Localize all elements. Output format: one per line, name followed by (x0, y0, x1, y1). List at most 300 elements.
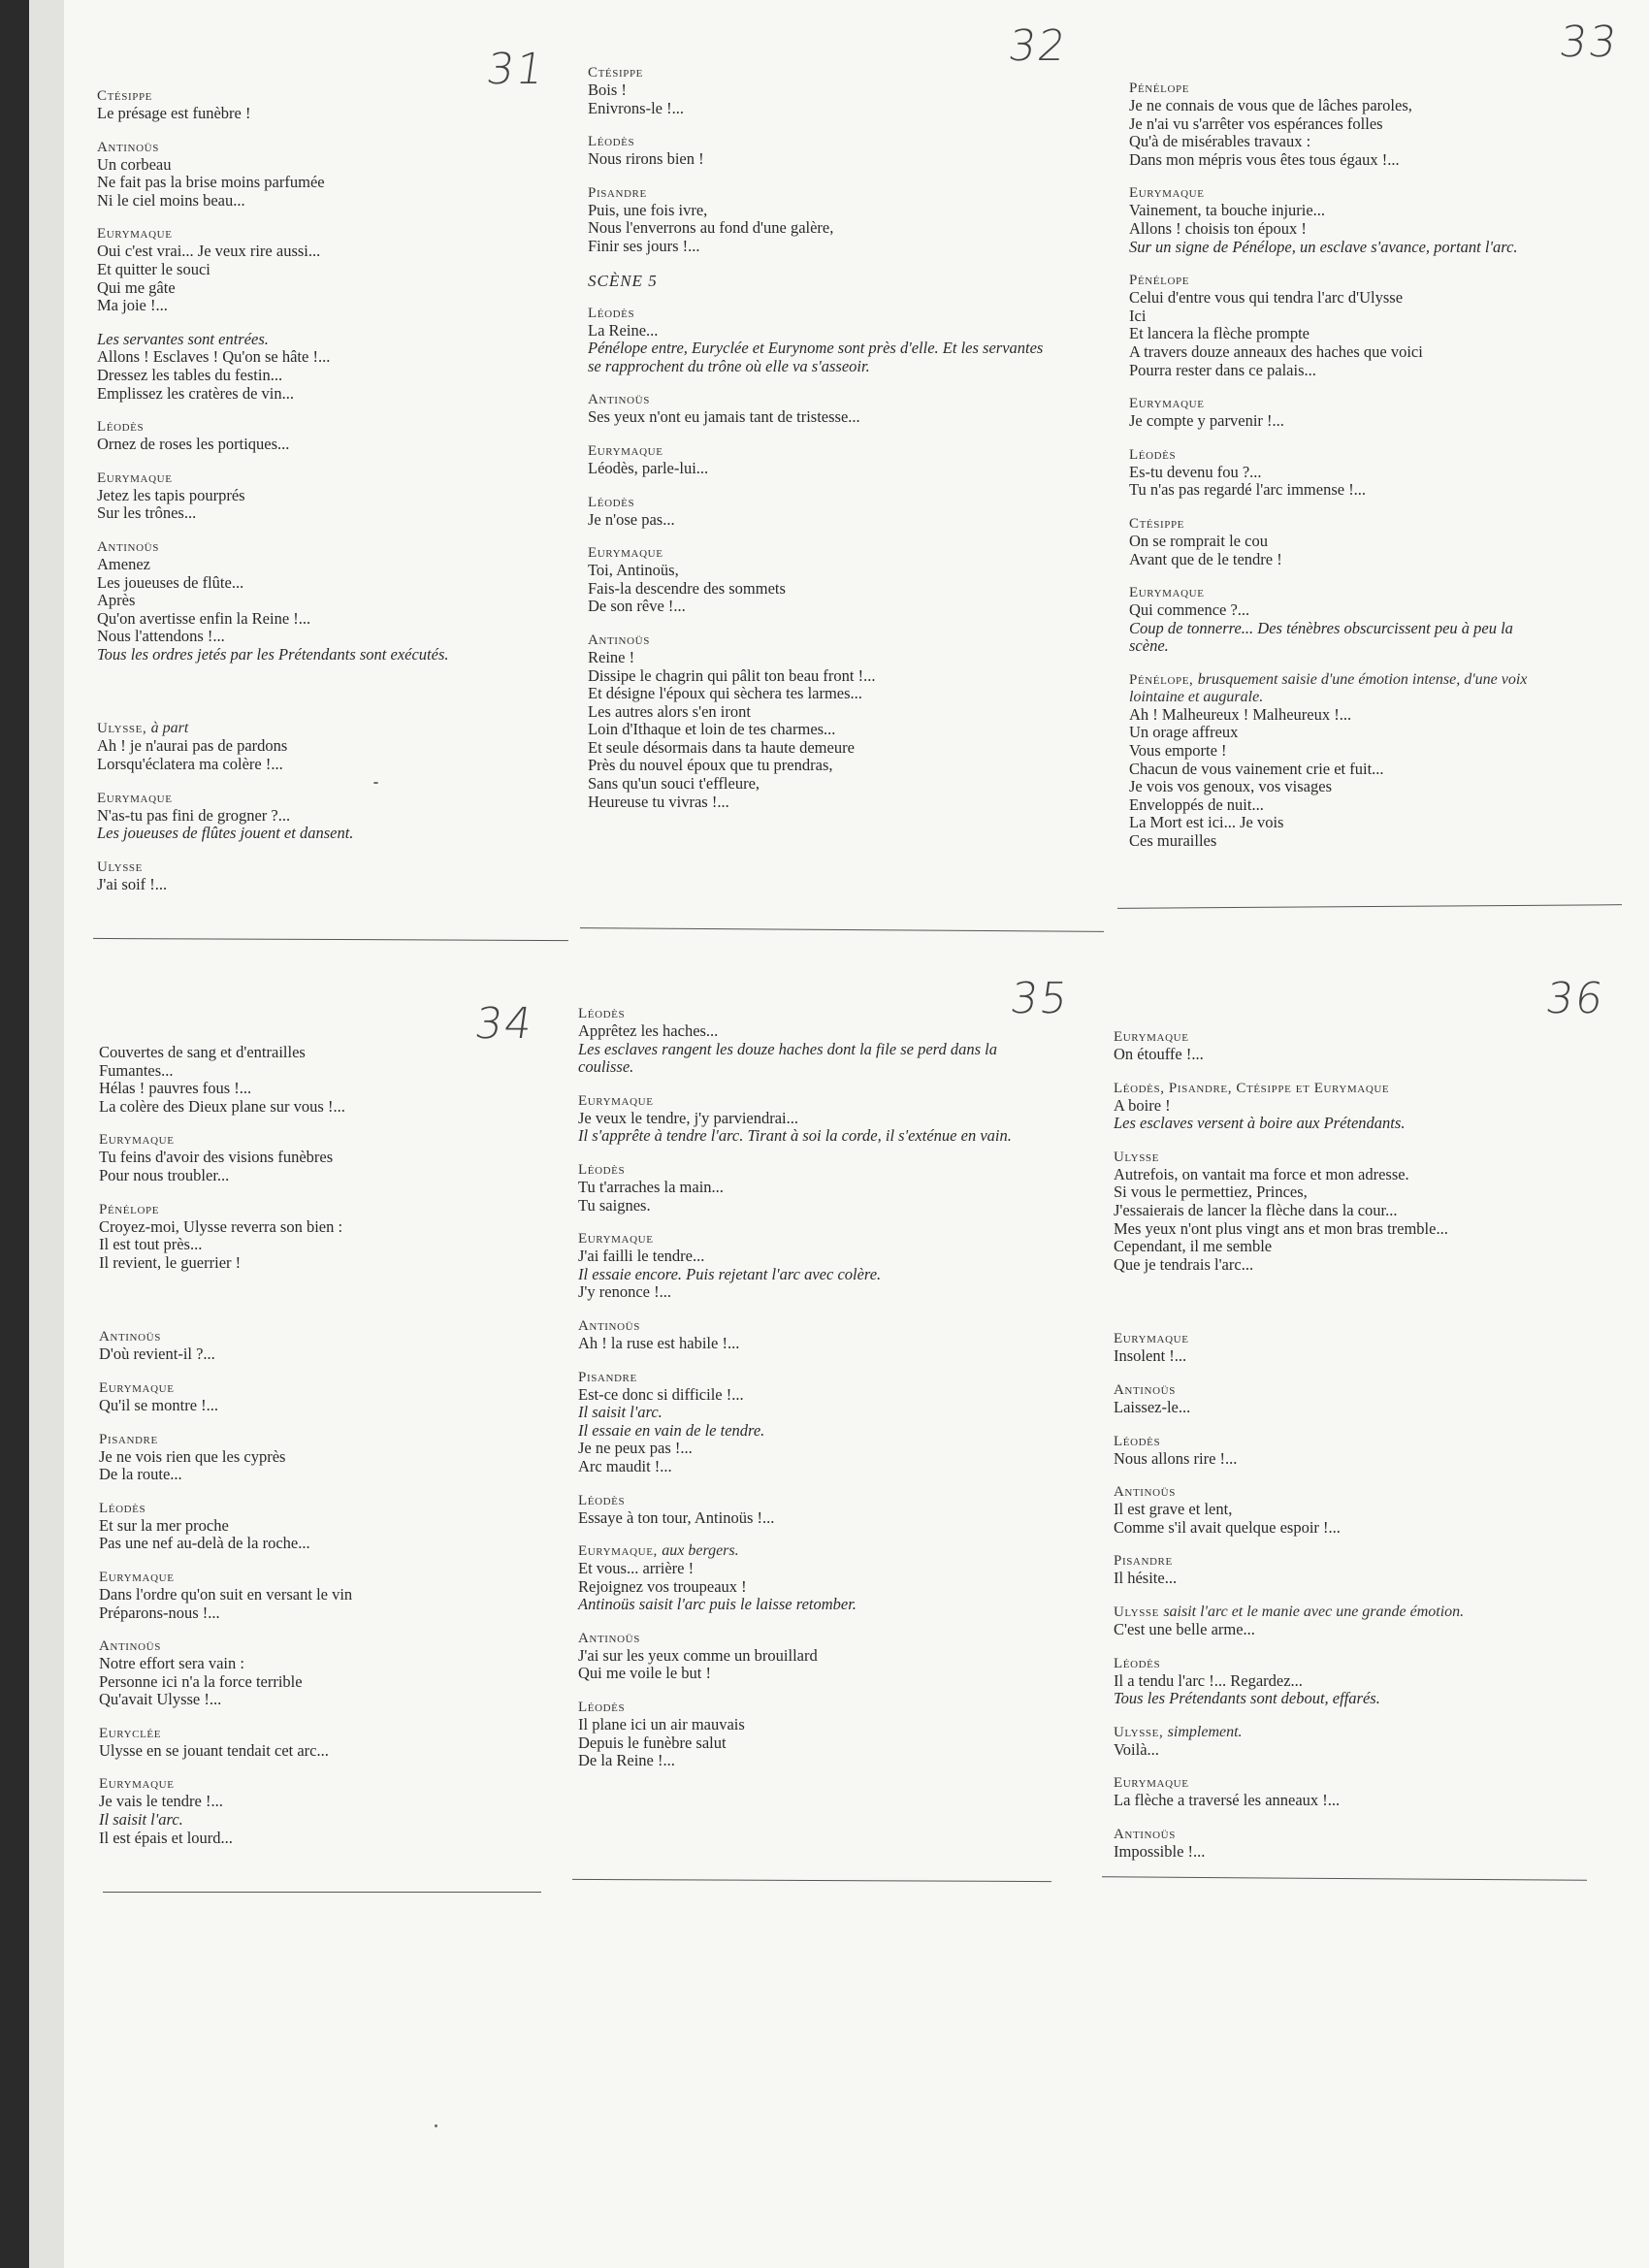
dialogue-line: Jetez les tapis pourprés (97, 485, 245, 504)
dialogue-line: Nous l'enverrons au fond d'une galère, (588, 218, 834, 238)
dialogue-line: Sur les trônes... (97, 503, 197, 523)
dialogue-line: Voilà... (1114, 1739, 1159, 1759)
dialogue-line: Et vous... arrière ! (578, 1559, 695, 1578)
dialogue-entry (1129, 184, 1546, 256)
dialogue-line: Et quitter le souci (97, 259, 210, 278)
speaker-label: Euryclée (99, 1725, 162, 1741)
stage-direction: Coup de tonnerre... Des ténèbres obscurcissent peu à peu la scène. (1129, 618, 1513, 656)
dialogue-line: Comme s'il avait quelque espoir !... (1114, 1517, 1341, 1537)
dialogue-line: Essaye à ton tour, Antinoüs !... (578, 1507, 775, 1527)
speaker-label: Antinoüs (99, 1329, 161, 1345)
dialogue-entry (99, 1131, 555, 1184)
speaker-label: Eurymaque (588, 442, 663, 459)
dialogue-line: Pas une nef au-delà de la roche... (99, 1534, 310, 1553)
dialogue-line: Heureuse tu vivras !... (588, 792, 729, 811)
speaker-name (1114, 1552, 1550, 1570)
dialogue-line: Il revient, le guerrier ! (99, 1252, 242, 1272)
dialogue-line: De son rêve !... (588, 597, 686, 616)
dialogue-entry (578, 1630, 1044, 1683)
dialogue-line: Je compte y parvenir !... (1129, 411, 1284, 431)
speaker-label: Léodès (588, 494, 635, 510)
dialogue-line: D'où revient-il ?... (99, 1345, 215, 1364)
speaker-name (97, 225, 563, 243)
dialogue-line: Autrefois, on vantait ma force et mon adresse. (1114, 1164, 1409, 1183)
dialogue-line: Impossible !... (1114, 1841, 1206, 1861)
speaker-name (578, 1230, 1044, 1247)
dialogue-line: Qu'on avertisse enfin la Reine !... (97, 608, 311, 628)
dialogue-line: Je ne peux pas !... (578, 1439, 693, 1458)
dialogue-line: Et sur la mer proche (99, 1515, 229, 1535)
speaker-name (588, 494, 1053, 511)
speaker-name (578, 1699, 1044, 1716)
dialogue-entry (588, 544, 1053, 616)
dialogue-line: Nous l'attendons !... (97, 627, 225, 646)
page-34-text (99, 1044, 555, 1863)
dialogue-line: Que je tendrais l'arc... (1114, 1254, 1254, 1274)
speaker-label: Léodès (1114, 1433, 1161, 1449)
dialogue-line: Ces murailles (1129, 831, 1217, 851)
dialogue-entry (99, 1500, 555, 1553)
dialogue-line: Il plane ici un air mauvais (578, 1715, 745, 1734)
speaker-name (578, 1492, 1044, 1509)
dialogue-entry (588, 184, 1053, 256)
stage-direction: Pénélope entre, Euryclée et Eurynome sont près d'elle. Et les servantes se rapprochent du trône où elle va s'asseoir. (588, 339, 1044, 375)
dialogue-entry (99, 1569, 555, 1622)
stage-direction: Les esclaves versent à boire aux Prétendants. (1114, 1114, 1406, 1133)
page-number-34: 34 (471, 999, 537, 1049)
speaker-name (1114, 1774, 1550, 1792)
dialogue-entry (1114, 1724, 1550, 1760)
speaker-name (97, 418, 563, 436)
speaker-name (578, 1161, 1044, 1179)
speaker-name (588, 133, 1053, 150)
dialogue-line: J'ai sur les yeux comme un brouillard (578, 1645, 818, 1665)
speaker-label: Eurymaque (1129, 585, 1205, 601)
dialogue-line: Couvertes de sang et d'entrailles (99, 1043, 306, 1061)
speaker-label: Ctésippe (97, 88, 152, 104)
dialogue-line: Chacun de vous vainement crie et fuit... (1129, 759, 1384, 778)
page-35-text (578, 1005, 1044, 1786)
page-number-36: 36 (1542, 974, 1608, 1023)
dialogue-entry (1114, 1381, 1550, 1417)
dialogue-line: Ici (1129, 306, 1147, 325)
dialogue-entry (97, 418, 563, 454)
dialogue-line: Tu saignes. (578, 1195, 651, 1215)
dialogue-entry (588, 391, 1053, 427)
dialogue-entry (97, 859, 563, 894)
dialogue-entry (1114, 1149, 1550, 1275)
speaker-name (99, 1131, 555, 1149)
dialogue-line: Allons ! choisis ton époux ! (1129, 218, 1307, 238)
dialogue-line: J'ai failli le tendre... (578, 1247, 705, 1266)
dialogue-entry (99, 1328, 555, 1364)
dialogue-entry (578, 1317, 1044, 1353)
dialogue-line: Mes yeux n'ont plus vingt ans et mon bras tremble... (1114, 1218, 1448, 1238)
speaker-name (99, 1569, 555, 1586)
dialogue-line: Depuis le funèbre salut (578, 1733, 727, 1752)
speaker-name (99, 1328, 555, 1345)
page-number-32: 32 (1005, 21, 1071, 71)
speaker-label: Léodès (578, 1492, 626, 1508)
dialogue-line: Fumantes... (99, 1060, 174, 1080)
dialogue-line: Je veux le tendre, j'y parviendrai... (578, 1108, 799, 1127)
page-33-text (1129, 80, 1546, 866)
speaker-label: Eurymaque (1114, 1331, 1189, 1347)
dialogue-line: Je ne vois rien que les cyprès (99, 1446, 286, 1466)
dialogue-line: Personne ici n'a la force terrible (99, 1671, 303, 1691)
dialogue-entry (1129, 671, 1546, 851)
dialogue-line: Es-tu devenu fou ?... (1129, 462, 1262, 481)
speaker-name (1129, 272, 1546, 289)
dialogue-entry (1129, 80, 1546, 169)
dialogue-line: La flèche a traversé les anneaux !... (1114, 1791, 1341, 1810)
speaker-name (1129, 515, 1546, 533)
speaker-name (588, 184, 1053, 202)
dialogue-entry (1114, 1604, 1550, 1639)
speaker-label: Léodès (99, 1500, 146, 1516)
dialogue-entry (1114, 1330, 1550, 1366)
dialogue-line: Léodès, parle-lui... (588, 458, 709, 477)
dialogue-line: Ulysse en se jouant tendait cet arc... (99, 1740, 329, 1760)
dialogue-entry (97, 225, 563, 314)
dialogue-line: Dressez les tables du festin... (97, 365, 283, 384)
dialogue-line: On se romprait le cou (1129, 531, 1268, 550)
dialogue-entry (588, 632, 1053, 811)
dialogue-line: Tu t'arraches la main... (578, 1177, 724, 1196)
dialogue-line: N'as-tu pas fini de grogner ?... (97, 805, 291, 825)
speaker-name (1129, 184, 1546, 202)
dialogue-line: On étouffe !... (1114, 1045, 1204, 1063)
dialogue-line: Il est épais et lourd... (99, 1828, 233, 1847)
speaker-label: Ulysse (1114, 1149, 1159, 1165)
dialogue-line: Cependant, il me semble (1114, 1237, 1273, 1256)
dialogue-entry (588, 442, 1053, 478)
dialogue-line: Sans qu'un souci t'effleure, (588, 774, 760, 794)
dialogue-line: Toi, Antinoüs, (588, 561, 679, 580)
page-number-33: 33 (1556, 17, 1622, 67)
speaker-name (99, 1379, 555, 1397)
speaker-label: Eurymaque (99, 1569, 175, 1585)
binding-edge (0, 0, 29, 2268)
speaker-label: Pisandre (99, 1431, 158, 1447)
dialogue-line: Emplissez les cratères de vin... (97, 383, 294, 403)
speaker-label: Eurymaque (588, 545, 663, 562)
dialogue-line: Après (97, 591, 136, 610)
speaker-label: Eurymaque (1114, 1029, 1189, 1045)
dialogue-line: Ornez de roses les portiques... (97, 435, 290, 454)
dialogue-entry (99, 1044, 555, 1116)
speaker-label: Pénélope, (1129, 671, 1194, 688)
speaker-name (1114, 1483, 1550, 1501)
speaker-name (97, 790, 563, 807)
speaker-label: Léodès (588, 134, 635, 150)
stage-direction: Antinoüs saisit l'arc puis le laisse retomber. (578, 1595, 857, 1614)
speaker-label: Eurymaque (1114, 1775, 1189, 1792)
speaker-name (97, 139, 563, 156)
dialogue-line: Qui commence ?... (1129, 600, 1250, 620)
speaker-label: Ulysse, (97, 721, 147, 737)
dialogue-entry (99, 1637, 555, 1709)
speaker-label: Léodès (1129, 446, 1177, 463)
dialogue-line: Allons ! Esclaves ! Qu'on se hâte !... (97, 347, 331, 367)
dialogue-line: La colère des Dieux plane sur vous !... (99, 1096, 345, 1116)
speaker-note: saisit l'arc et le manie avec une grande émotion. (1163, 1603, 1465, 1620)
dialogue-line: Fais-la descendre des sommets (588, 578, 786, 598)
speaker-name (99, 1201, 555, 1218)
dialogue-line: Je n'ose pas... (588, 509, 675, 529)
speaker-note: simplement. (1167, 1723, 1243, 1740)
dialogue-entry (578, 1542, 1044, 1614)
dialogue-line: Loin d'Ithaque et loin de tes charmes... (588, 720, 836, 739)
dialogue-entry (578, 1161, 1044, 1215)
speaker-label: Ctésippe (1129, 515, 1184, 532)
speaker-name (99, 1500, 555, 1517)
speaker-name (99, 1725, 555, 1742)
speaker-name (1129, 446, 1546, 464)
speaker-name (1114, 1080, 1550, 1097)
speaker-name (97, 470, 563, 487)
dialogue-line: Apprêtez les haches... (578, 1021, 719, 1040)
dialogue-line: Reine ! (588, 647, 635, 666)
dialogue-entry (1114, 1080, 1550, 1133)
dialogue-line: Est-ce donc si difficile !... (578, 1384, 744, 1404)
speaker-name (1129, 80, 1546, 97)
speaker-label: Pisandre (1114, 1553, 1173, 1570)
dialogue-entry (97, 720, 563, 773)
dialogue-line: Finir ses jours !... (588, 236, 700, 255)
page-32-text (588, 64, 1053, 826)
dialogue-line: Laissez-le... (1114, 1397, 1191, 1416)
dialogue-entry (1129, 272, 1546, 379)
speaker-label: Antinoüs (1114, 1381, 1176, 1398)
dialogue-entry (99, 1431, 555, 1484)
dialogue-line: Celui d'entre vous qui tendra l'arc d'Ulysse (1129, 288, 1404, 308)
speaker-note: brusquement saisie d'une émotion intense, d'une voix lointaine et augurale. (1129, 670, 1528, 705)
dialogue-line: Hélas ! pauvres fous !... (99, 1079, 252, 1098)
dialogue-line: Ses yeux n'ont eu jamais tant de tristesse... (588, 407, 860, 427)
dialogue-line: Croyez-moi, Ulysse reverra son bien : (99, 1216, 343, 1236)
speaker-label: Eurymaque (99, 1132, 175, 1149)
speaker-label: Eurymaque (1129, 396, 1205, 412)
dialogue-line: Les autres alors s'en iront (588, 701, 751, 721)
speaker-name (588, 64, 1053, 81)
speaker-label: Eurymaque (97, 790, 173, 806)
speaker-label: Eurymaque (578, 1231, 654, 1247)
dialogue-line: Qui me voile le but ! (578, 1664, 712, 1683)
dialogue-line: Ah ! je n'aurai pas de pardons (97, 736, 288, 756)
speaker-name (97, 859, 563, 876)
dialogue-entry (97, 790, 563, 843)
dialogue-line: De la Reine !... (578, 1751, 675, 1770)
dialogue-line: Le présage est funèbre ! (97, 104, 251, 122)
dialogue-line: Pour nous troubler... (99, 1165, 230, 1184)
dialogue-entry (97, 87, 563, 123)
dialogue-entry (1114, 1483, 1550, 1537)
dialogue-line: J'ai soif !... (97, 874, 168, 893)
dialogue-line: Tu n'as pas regardé l'arc immense !... (1129, 480, 1367, 500)
speaker-label: Eurymaque (578, 1092, 654, 1109)
speaker-label: Pisandre (578, 1369, 637, 1385)
speaker-name (97, 538, 563, 556)
dialogue-line: Qu'il se montre !... (99, 1395, 219, 1414)
dialogue-line: Préparons-nous !... (99, 1603, 220, 1622)
dialogue-line: Avant que de le tendre ! (1129, 549, 1282, 568)
dialogue-entry (1129, 584, 1546, 656)
dialogue-line: Nous allons rire !... (1114, 1448, 1238, 1468)
dialogue-line: Arc maudit !... (578, 1456, 672, 1475)
page-31-text (97, 87, 563, 909)
stage-direction: Tous les ordres jetés par les Prétendants sont exécutés. (97, 644, 449, 664)
dialogue-line: Je ne connais de vous que de lâches paroles, (1129, 96, 1412, 114)
page-number-31: 31 (483, 45, 549, 94)
dialogue-entry (1114, 1655, 1550, 1708)
dialogue-line: Bois ! (588, 81, 627, 99)
speaker-label: Ulysse, (1114, 1724, 1164, 1740)
speaker-name (99, 1431, 555, 1448)
speaker-name (588, 632, 1053, 649)
speaker-name (1114, 1655, 1550, 1672)
speaker-label: Antinoüs (1114, 1826, 1176, 1842)
stage-direction: Les esclaves rangent les douze haches dont la file se perd dans la coulisse. (578, 1039, 997, 1077)
dialogue-line: Ni le ciel moins beau... (97, 190, 245, 210)
speaker-name (578, 1092, 1044, 1110)
speaker-label: Eurymaque (97, 226, 173, 243)
dialogue-line: Rejoignez vos troupeaux ! (578, 1576, 747, 1596)
dialogue-line: Si vous le permettiez, Princes, (1114, 1183, 1308, 1202)
speaker-name (1129, 671, 1546, 706)
dialogue-line: Ah ! Malheureux ! Malheureux !... (1129, 704, 1352, 724)
dialogue-entry (97, 139, 563, 211)
speaker-label: Léodès (578, 1161, 626, 1178)
speaker-name (1129, 584, 1546, 601)
dialogue-line: Notre effort sera vain : (99, 1654, 244, 1673)
dialogue-line: Tu feins d'avoir des visions funèbres (99, 1148, 334, 1167)
dialogue-line: C'est une belle arme... (1114, 1619, 1255, 1638)
speaker-note: aux bergers. (662, 1542, 739, 1560)
speaker-name (578, 1542, 1044, 1560)
stage-direction: Il saisit l'arc. (99, 1810, 183, 1830)
page-number-35: 35 (1007, 974, 1073, 1023)
speaker-name (1114, 1826, 1550, 1843)
dialogue-entry (578, 1699, 1044, 1770)
dialogue-line: Pourra rester dans ce palais... (1129, 360, 1316, 379)
dialogue-line: Ma joie !... (97, 296, 168, 315)
dialogue-line: Et lancera la flèche prompte (1129, 324, 1310, 343)
dialogue-entry (97, 470, 563, 523)
dialogue-entry (1114, 1774, 1550, 1810)
dialogue-line: Il a tendu l'arc !... Regardez... (1114, 1670, 1303, 1690)
scene-heading: SCÈNE 5 (588, 271, 658, 290)
speaker-label: Pénélope (99, 1201, 160, 1217)
speaker-name (578, 1005, 1044, 1022)
dialogue-line: Oui c'est vrai... Je veux rire aussi... (97, 242, 321, 261)
dialogue-line: Un orage affreux (1129, 723, 1239, 742)
speaker-label: Léodès (97, 419, 145, 436)
dialogue-line: Nous rirons bien ! (588, 149, 704, 169)
stage-direction: Il essaie encore. Puis rejetant l'arc avec colère. (578, 1264, 882, 1283)
dialogue-line: Je vais le tendre !... (99, 1792, 223, 1811)
stage-direction: Sur un signe de Pénélope, un esclave s'avance, portant l'arc. (1129, 237, 1518, 256)
dialogue-entry (578, 1369, 1044, 1476)
dialogue-entry (1114, 1433, 1550, 1469)
speaker-label: Eurymaque (99, 1776, 175, 1793)
speaker-name (578, 1317, 1044, 1335)
dialogue-entry (1129, 395, 1546, 431)
dialogue-line: Il hésite... (1114, 1569, 1178, 1588)
speaker-name (588, 391, 1053, 408)
speaker-label: Léodès (1114, 1655, 1161, 1671)
speaker-label: Léodès, Pisandre, Ctésippe et Eurymaque (1114, 1080, 1390, 1096)
dialogue-entry (588, 494, 1053, 530)
scan-speck (373, 782, 378, 784)
dialogue-entry (99, 1201, 555, 1273)
dialogue-entry (588, 305, 1053, 376)
dialogue-entry (578, 1230, 1044, 1302)
dialogue-line: Dans l'ordre qu'on suit en versant le vin (99, 1584, 353, 1604)
speaker-name (97, 87, 563, 105)
speaker-label: Antinoüs (99, 1638, 161, 1655)
dialogue-line: Amenez (97, 554, 150, 573)
speaker-label: Pénélope (1129, 273, 1190, 289)
speaker-label: Antinoüs (578, 1317, 640, 1334)
speaker-name (1129, 395, 1546, 412)
dialogue-line: Dissipe le chagrin qui pâlit ton beau front !... (588, 665, 876, 685)
dialogue-entry (1114, 1552, 1550, 1588)
dialogue-line: Et désigne l'époux qui sèchera tes larmes... (588, 684, 862, 703)
speaker-label: Léodès (588, 305, 635, 321)
speaker-name (588, 305, 1053, 322)
page-34-bottom-rule (103, 1892, 541, 1893)
page-36-text (1114, 1028, 1550, 1876)
speaker-label: Antinoüs (578, 1630, 640, 1646)
speaker-label: Ulysse (97, 859, 143, 875)
dialogue-line: Il est grave et lent, (1114, 1500, 1233, 1519)
dialogue-line: Les joueuses de flûte... (97, 572, 244, 592)
dialogue-line: Vainement, ta bouche injurie... (1129, 201, 1326, 220)
dialogue-line: Dans mon mépris vous êtes tous égaux !... (1129, 149, 1400, 169)
speaker-name (578, 1369, 1044, 1386)
dialogue-line: Qui me gâte (97, 277, 176, 297)
dialogue-line: Je vois vos genoux, vos visages (1129, 777, 1332, 796)
dialogue-line: De la route... (99, 1465, 182, 1484)
speaker-label: Antinoüs (588, 392, 650, 408)
dialogue-entry (578, 1005, 1044, 1077)
dialogue-entry (99, 1379, 555, 1415)
dialogue-line: Lorsqu'éclatera ma colère !... (97, 755, 283, 774)
speaker-label: Pisandre (588, 184, 647, 201)
speaker-name (588, 442, 1053, 460)
dialogue-line: Enivrons-le !... (588, 98, 684, 117)
speaker-name (1114, 1028, 1550, 1046)
dialogue-line: Je n'ai vu s'arrêter vos espérances folles (1129, 113, 1383, 133)
dialogue-entry (99, 1775, 555, 1847)
speaker-name (1114, 1330, 1550, 1347)
dialogue-line: La Mort est ici... Je vois (1129, 813, 1284, 832)
dialogue-entry (99, 1725, 555, 1761)
dialogue-entry (1129, 515, 1546, 568)
dialogue-line: Vous emporte ! (1129, 741, 1227, 761)
dialogue-line: Ne fait pas la brise moins parfumée (97, 173, 325, 192)
speaker-name (1114, 1149, 1550, 1166)
stage-direction: Il saisit l'arc. Il essaie en vain de le tendre. (578, 1403, 765, 1440)
dialogue-line: La Reine... (588, 320, 659, 340)
dialogue-line: Un corbeau (97, 154, 172, 174)
speaker-label: Eurymaque (99, 1379, 175, 1396)
speaker-label: Ulysse (1114, 1604, 1159, 1620)
speaker-label: Pénélope (1129, 81, 1190, 96)
dialogue-line: Près du nouvel époux que tu prendras, (588, 756, 833, 775)
dialogue-line: J'y renonce !... (578, 1282, 671, 1302)
